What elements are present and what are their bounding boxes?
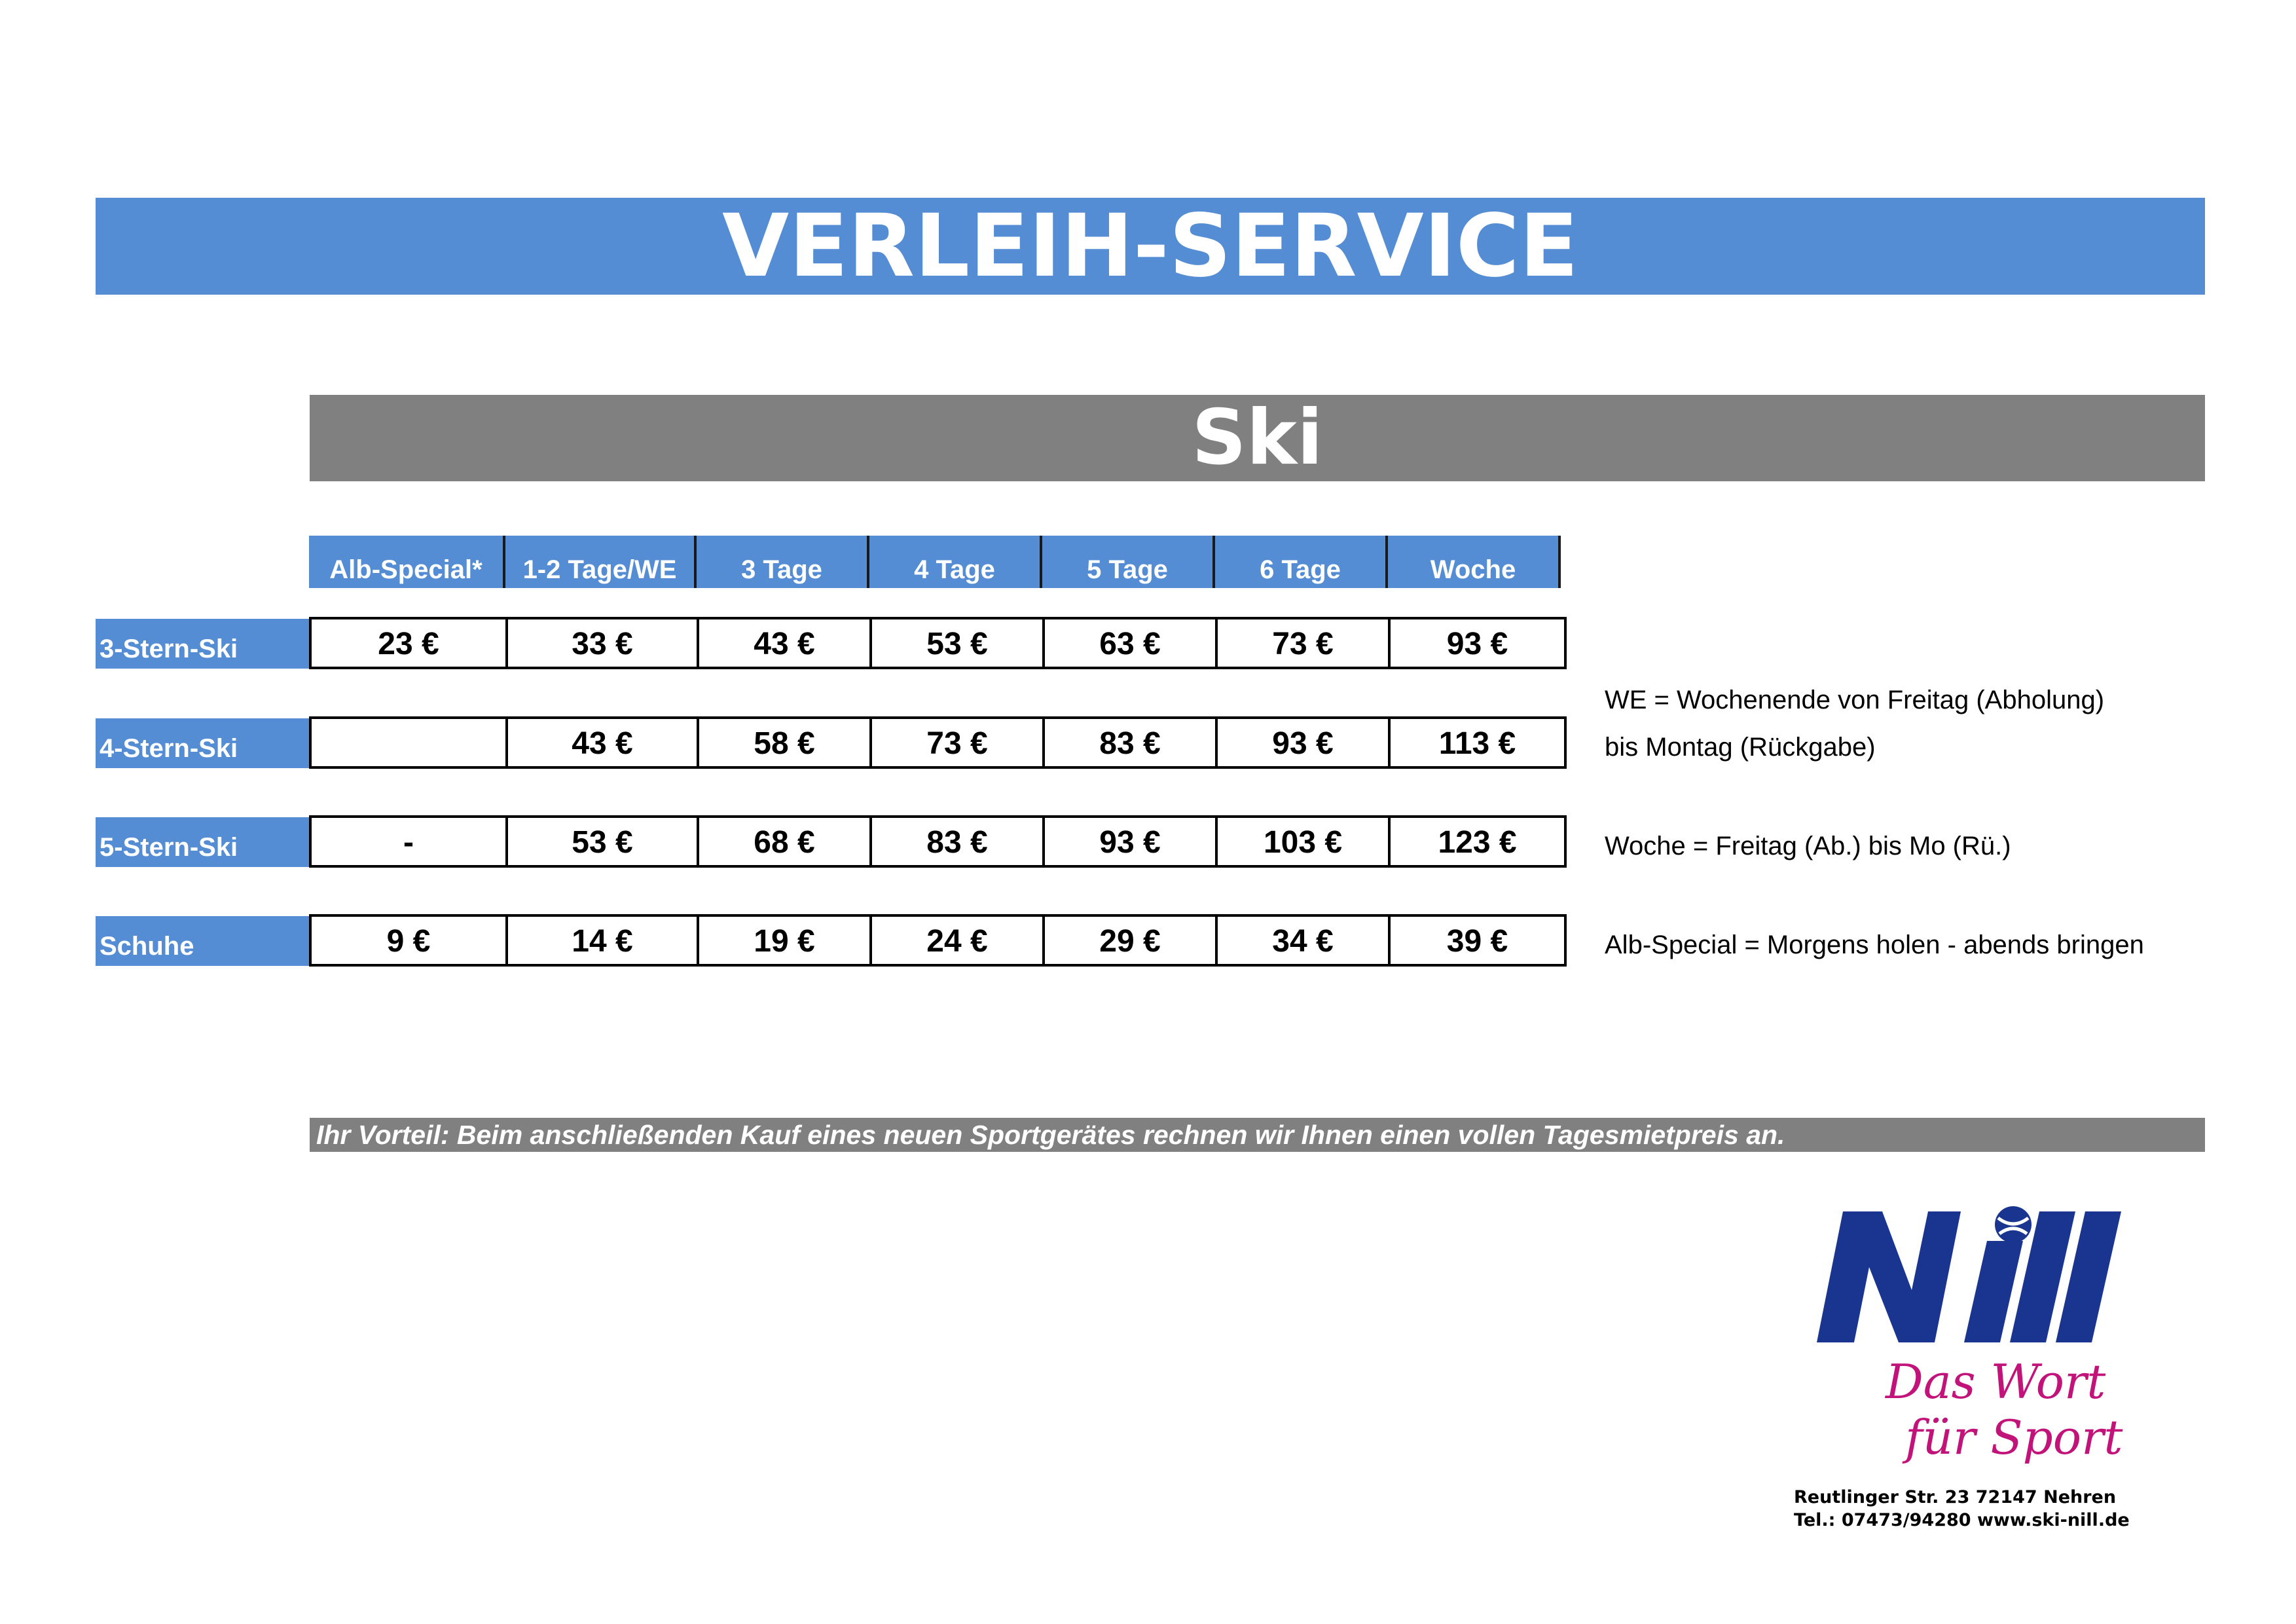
price-cell: 68 €: [699, 818, 872, 865]
row-label-4-stern-ski: 4-Stern-Ski: [96, 718, 309, 768]
price-cell: 93 €: [1045, 818, 1218, 865]
price-cell: 43 €: [508, 719, 699, 766]
price-cell: 58 €: [699, 719, 872, 766]
column-header-3-tage: 3 Tage: [697, 536, 869, 588]
row-label-schuhe: Schuhe: [96, 916, 309, 966]
row-label-3-stern-ski: 3-Stern-Ski: [96, 619, 309, 669]
nill-logo-graphic: [1781, 1205, 2174, 1545]
column-header-woche: Woche: [1388, 536, 1561, 588]
table-row: [309, 914, 1567, 967]
price-cell: 123 €: [1438, 825, 1517, 860]
price-cell: 73 €: [872, 719, 1045, 766]
price-cell: 103 €: [1218, 818, 1391, 865]
price-cell: 29 €: [1045, 917, 1218, 964]
price-cell: -: [312, 818, 508, 865]
price-cell: 39 €: [1446, 924, 1508, 959]
price-cell: 34 €: [1218, 917, 1391, 964]
price-cell: 33 €: [508, 619, 699, 667]
column-header-alb-special: Alb-Special*: [309, 536, 505, 588]
table-row: [309, 716, 1567, 769]
column-header-5-tage: 5 Tage: [1042, 536, 1215, 588]
price-cell: 9 €: [312, 917, 508, 964]
price-cell: [312, 719, 508, 766]
price-cell: 19 €: [699, 917, 872, 964]
price-cell: 113 €: [1438, 726, 1516, 761]
advantage-notice: Ihr Vorteil: Beim anschließenden Kauf eines neuen Sportgerätes rechnen wir Ihnen einen vollen Tagesmietpreis an.: [310, 1118, 2205, 1152]
price-cell: 24 €: [872, 917, 1045, 964]
price-cell: 93 €: [1218, 719, 1391, 766]
price-cell: 53 €: [508, 818, 699, 865]
price-cell: 83 €: [1045, 719, 1218, 766]
note-alb-special-definition: Alb-Special = Morgens holen - abends bringen: [1605, 931, 2144, 959]
price-cell: 43 €: [699, 619, 872, 667]
price-cell: 83 €: [872, 818, 1045, 865]
page-title: VERLEIH-SERVICE: [96, 198, 2205, 295]
logo-slogan-line1: Das Wort: [1886, 1354, 2106, 1409]
price-cell: 73 €: [1218, 619, 1391, 667]
price-cell: 93 €: [1446, 627, 1508, 661]
logo-contact: Tel.: 07473/94280 www.ski-nill.de: [1794, 1510, 2130, 1530]
row-label-5-stern-ski: 5-Stern-Ski: [96, 817, 309, 867]
price-cell: 23 €: [312, 619, 508, 667]
column-header-4-tage: 4 Tage: [869, 536, 1042, 588]
logo-address: Reutlinger Str. 23 72147 Nehren: [1794, 1487, 2117, 1507]
table-row: [309, 815, 1567, 868]
section-title: Ski: [310, 395, 2205, 481]
logo-slogan-line2: für Sport: [1905, 1410, 2123, 1465]
price-cell: 63 €: [1045, 619, 1218, 667]
table-row: [309, 617, 1567, 669]
note-woche-definition: Woche = Freitag (Ab.) bis Mo (Rü.): [1605, 832, 2011, 860]
column-header-6-tage: 6 Tage: [1215, 536, 1388, 588]
column-header-1-2-tage: 1-2 Tage/WE: [505, 536, 697, 588]
price-cell: 14 €: [508, 917, 699, 964]
note-we-definition: WE = Wochenende von Freitag (Abholung): [1605, 686, 2105, 714]
company-logo: [1781, 1205, 2174, 1545]
price-cell: 53 €: [872, 619, 1045, 667]
note-we-definition-cont: bis Montag (Rückgabe): [1605, 733, 1876, 762]
